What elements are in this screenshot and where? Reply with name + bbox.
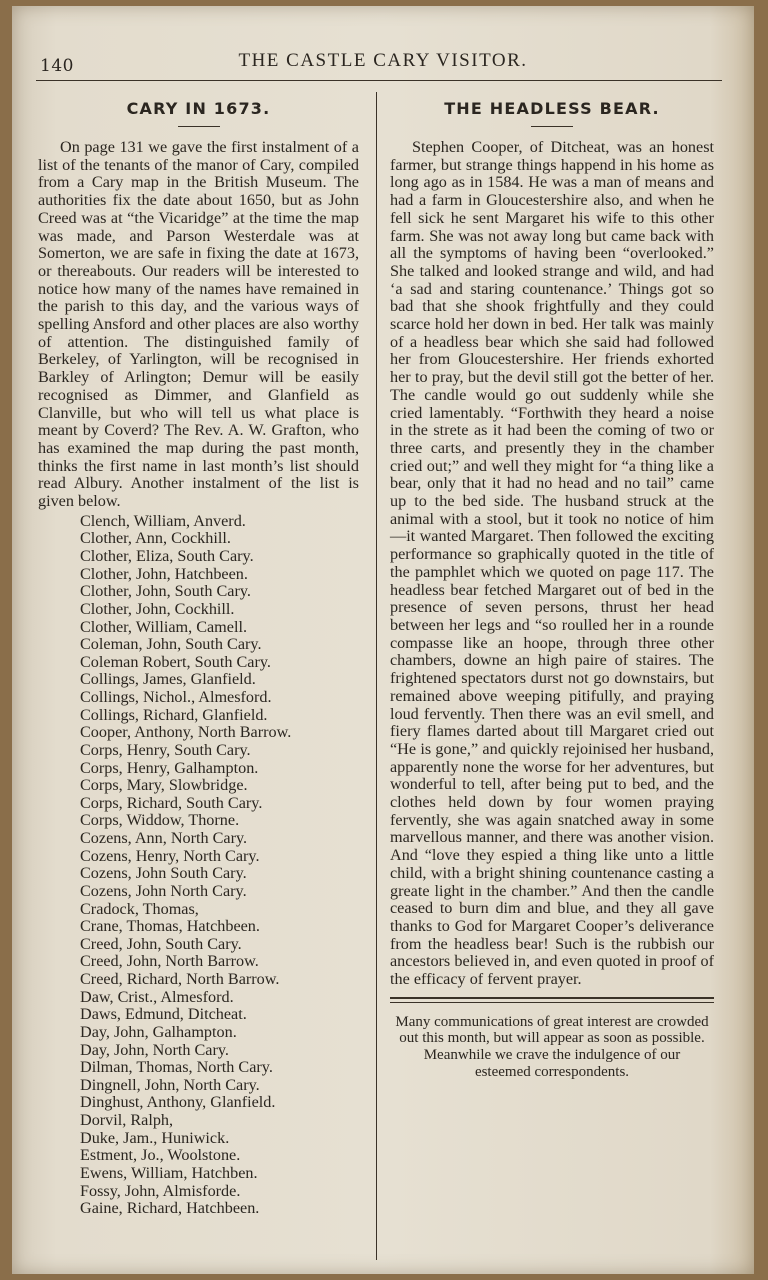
list-item: Clother, William, Camell. (80, 617, 247, 636)
list-item: Clother, Ann, Cockhill. (80, 529, 231, 548)
title-rule (531, 126, 573, 127)
left-article-title: CARY IN 1673. (126, 99, 271, 118)
list-item: Estment, Jo., Woolstone. (80, 1146, 241, 1165)
right-article-title: THE HEADLESS BEAR. (444, 99, 660, 118)
left-column (38, 90, 359, 1218)
list-item: Dilman, Thomas, North Cary. (80, 1058, 273, 1077)
page-number: 140 (40, 56, 74, 76)
list-item: Creed, John, North Barrow. (80, 952, 259, 971)
list-item: Crane, Thomas, Hatchbeen. (80, 917, 260, 936)
list-item: Collings, Richard, Glanfield. (80, 705, 268, 724)
magazine-page (12, 6, 754, 1274)
running-title: THE CASTLE CARY VISITOR. (238, 50, 528, 71)
list-item: Clother, John, South Cary. (80, 582, 251, 601)
list-item: Creed, John, South Cary. (80, 934, 242, 953)
left-article-body: On page 131 we gave the first instalment of a list of the tenants of the manor of Cary, compiled from a Cary map in the British Museum. The authorities fix the date about 1650, but as John Creed was at “the Vicaridge” at the time the map was made, and Parson Westerdale was at Somerton, we are safe in fixing the date at 1673, or thereabouts. Our readers will be interested to notice how many of the names have remained in the parish to this day, and the various ways of spelling Ansford and other places are also worthy of attention. The distinguished family of Berkeley, of Yarlington, will be recognised in Barkley of Arlington; Demur will be easily recognised as Dimmer, and Glanfield as Clanville, but who will tell us what place is meant by Coverd? The Rev. A. W. Grafton, who has examined the map during the past month, thinks the first name in last month’s list should read Albury. Another instalment of the list is given below. (38, 138, 359, 511)
list-item: Corps, Henry, South Cary. (80, 740, 251, 759)
list-item: Clother, Eliza, South Cary. (80, 547, 254, 566)
list-item: Clother, John, Hatchbeen. (80, 564, 248, 583)
list-item: Daw, Crist., Almesford. (80, 987, 234, 1006)
list-item: Cozens, John North Cary. (80, 881, 247, 900)
editor-note: Many communications of great interest are crowded out this month, but will appear as soon as possible. Meanwhile we crave the indulgence of our esteemed correspondents. (395, 1013, 709, 1080)
list-item: Corps, Henry, Galhampton. (80, 758, 259, 777)
double-rule-divider (390, 997, 714, 1003)
title-rule (178, 126, 220, 127)
list-item: Coleman, John, South Cary. (80, 635, 262, 654)
list-item: Clench, William, Anverd. (80, 511, 246, 530)
right-article-body: Stephen Cooper, of Ditcheat, was an honest farmer, but strange things happend in his home as long ago as in 1584. He was a man of means and had a farm in Gloucestershire also, and when he fell sick he sent Margaret his wife to this other farm. She was not away long but came back with all the symptoms of having been “overlooked.” She talked and looked strange and wild, and had ‘a sad and staring countenance.’ Things got so bad that she shook frightfully and they could scarce hold her down in bed. Her talk was mainly of a headless bear which she said had followed her from Gloucestershire. Her friends exhorted her to pray, but the devil still got the better of her. The candle would go out suddenly while she cried lamentably. “Forthwith they heard a noise in the strete as it had been the coming of two or three carts, and presently they in the chamber cried out;” and well they might for “a thing like a bear, only that it had no head and no tail” came up to the bed side. The husband struck at the animal with a stool, but it took no notice of him—it wanted Margaret. Then followed the exciting performance so graphically quoted in the title of the pamphlet which we quoted on page 117. The headless bear fetched Margaret out of bed in the presence of seven persons, thrust her head between her legs and “so roulled her in a rounde compasse like an hoope, through three other chambers, downe an high paire of staires. The frightened spectators durst not go downstairs, but remained above weeping pitifully, and praying loud fervently. Then there was an evil smell, and fiery flames darted about till Margaret cried out “He is gone,” and quickly rejoinised her husband, apparently none the worse for her adventures, but wonderful to tell, after being put to bed, and the clothes held down by four women praying fervently, she was again snatched away in some marvellous manner, and there was another vision. And “love they espied a thing like unto a little child, with a bright shining countenance casting a greate light in the chamber.” And then the candle ceased to burn dim and blue, and they all gave thanks to God for Margaret Cooper’s deliverance from the headless bear! Such is the rubbish our ancestors believed in, and even quoted in proof of the efficacy of fervent prayer. (390, 138, 714, 989)
header-rule (36, 80, 722, 81)
list-item: Corps, Widdow, Thorne. (80, 811, 240, 830)
list-item: Clother, John, Cockhill. (80, 599, 235, 618)
list-item: Collings, James, Glanfield. (80, 670, 256, 689)
list-item: Collings, Nichol., Almesford. (80, 688, 272, 707)
list-item: Cozens, Ann, North Cary. (80, 829, 248, 848)
list-item: Corps, Mary, Slowbridge. (80, 776, 248, 795)
list-item: Dorvil, Ralph, (80, 1111, 174, 1130)
list-item: Cooper, Anthony, North Barrow. (80, 723, 292, 742)
list-item: Cozens, Henry, North Cary. (80, 846, 260, 865)
right-column (390, 90, 714, 1080)
list-item: Dinghust, Anthony, Glanfield. (80, 1093, 276, 1112)
list-item: Day, John, North Cary. (80, 1040, 229, 1059)
column-divider (376, 92, 377, 1260)
tenant-list (38, 513, 359, 1218)
list-item: Daws, Edmund, Ditcheat. (80, 1005, 247, 1024)
list-item: Cozens, John South Cary. (80, 864, 247, 883)
list-item: Cradock, Thomas, (80, 899, 199, 918)
list-item: Dingnell, John, North Cary. (80, 1075, 260, 1094)
list-item: Duke, Jam., Huniwick. (80, 1128, 230, 1147)
list-item: Gaine, Richard, Hatchbeen. (80, 1199, 260, 1218)
list-item: Fossy, John, Almisforde. (80, 1181, 241, 1200)
list-item: Ewens, William, Hatchben. (80, 1163, 258, 1182)
list-item: Creed, Richard, North Barrow. (80, 970, 280, 989)
list-item: Day, John, Galhampton. (80, 1022, 237, 1041)
list-item: Coleman Robert, South Cary. (80, 652, 271, 671)
list-item: Corps, Richard, South Cary. (80, 793, 263, 812)
